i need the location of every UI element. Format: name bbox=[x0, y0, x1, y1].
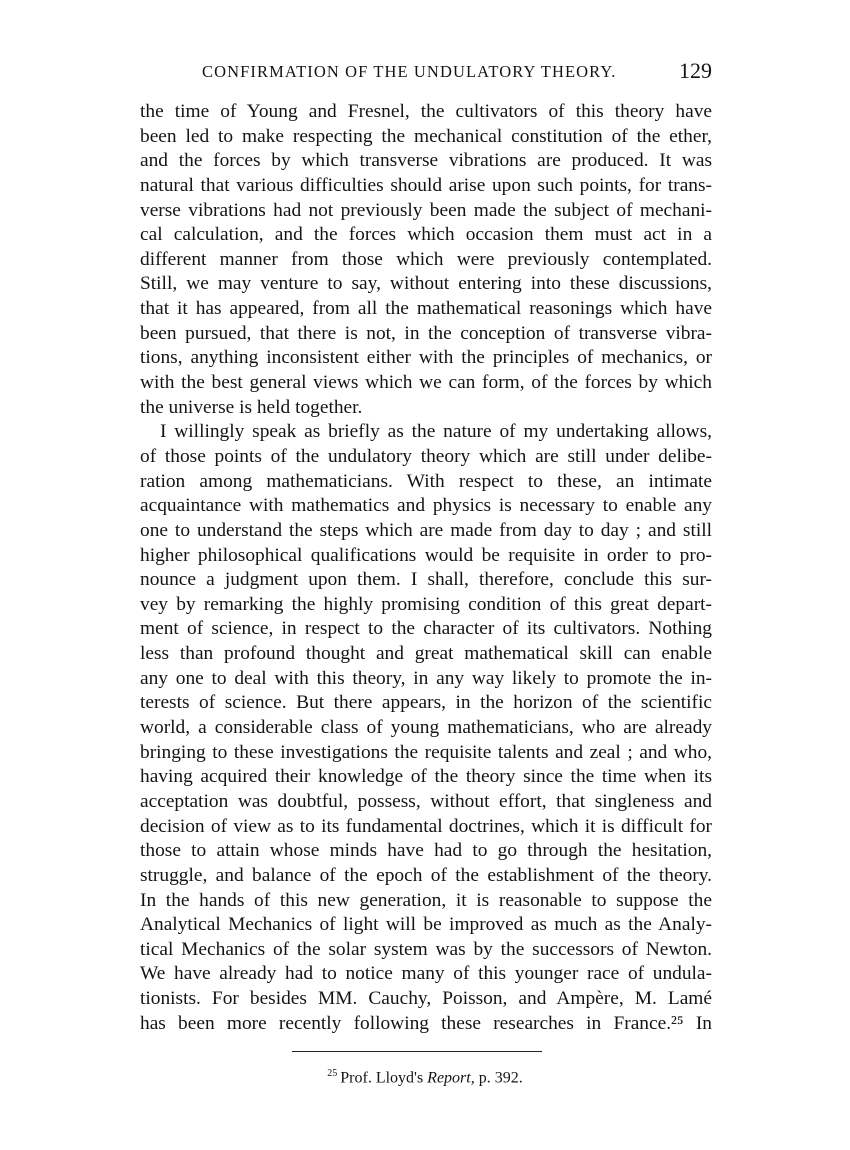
text-line: been led to make respecting the mechanical constitution of the ether, bbox=[140, 125, 712, 147]
text-line: any one to deal with this theory, in any way likely to promote the in- bbox=[140, 667, 712, 689]
text-line: natural that various difficulties should arise upon such points, for trans- bbox=[140, 174, 712, 196]
text-line: having acquired their knowledge of the theory since the time when its bbox=[140, 766, 712, 788]
text-line: and the forces by which transverse vibrations are produced. It was bbox=[140, 150, 712, 172]
text-line: Still, we may venture to say, without entering into these discussions, bbox=[140, 273, 712, 295]
text-line: vey by remarking the highly promising condition of this great depart- bbox=[140, 593, 712, 615]
page-number: 129 bbox=[679, 58, 712, 83]
text-line: cal calculation, and the forces which occasion them must act in a bbox=[140, 224, 712, 246]
paragraph bbox=[140, 420, 712, 1036]
running-title: CONFIRMATION OF THE UNDULATORY THEORY. bbox=[202, 62, 617, 81]
text-line: tions, anything inconsistent either with the principles of mechanics, or bbox=[140, 347, 712, 369]
text-line: higher philosophical qualifications would be requisite in order to pro- bbox=[140, 544, 712, 566]
text-line: less than profound thought and great mathematical skill can enable bbox=[140, 643, 712, 665]
footnote-rule bbox=[292, 1051, 542, 1052]
text-line: ment of science, in respect to the character of its cultivators. Nothing bbox=[140, 618, 712, 640]
text-line: I willingly speak as briefly as the nature of my undertaking allows, bbox=[160, 421, 712, 443]
text-line: terests of science. But there appears, in the horizon of the scientific bbox=[140, 692, 712, 714]
text-line: that it has appeared, from all the mathematical reasonings which have bbox=[140, 298, 712, 320]
text-line: those to attain whose minds have had to go through the hesitation, bbox=[140, 840, 712, 862]
text-line: bringing to these investigations the requisite talents and zeal ; and who, bbox=[140, 741, 712, 763]
text-line: acceptation was doubtful, possess, without effort, that singleness and bbox=[140, 790, 712, 812]
text-line: We have already had to notice many of this younger race of undula- bbox=[140, 963, 712, 985]
text-line: has been more recently following these researches in France.²⁵ In bbox=[140, 1012, 712, 1034]
text-line: decision of view as to its fundamental doctrines, which it is difficult for bbox=[140, 815, 712, 837]
footnote-prefix: Prof. Lloyd's bbox=[340, 1069, 424, 1087]
text-line: ration among mathematicians. With respect to these, an intimate bbox=[140, 470, 712, 492]
text-line: of those points of the undulatory theory which are still under delibe- bbox=[140, 445, 712, 467]
text-line: verse vibrations had not previously been made the subject of mechani- bbox=[140, 199, 712, 221]
text-line: Analytical Mechanics of light will be improved as much as the Analy- bbox=[140, 914, 712, 936]
paragraph bbox=[140, 100, 712, 420]
body-text bbox=[140, 100, 712, 1036]
text-line: In the hands of this new generation, it is reasonable to suppose the bbox=[140, 889, 712, 911]
text-line: one to understand the steps which are made from day to day ; and still bbox=[140, 519, 712, 541]
text-line: with the best general views which we can form, of the forces by which bbox=[140, 372, 712, 394]
text-line: the time of Young and Fresnel, the cultivators of this theory have bbox=[140, 101, 712, 122]
text-line: tionists. For besides MM. Cauchy, Poisson, and Ampère, M. Lamé bbox=[140, 988, 712, 1010]
footnote-page-ref: p. 392. bbox=[478, 1069, 523, 1087]
text-line: tical Mechanics of the solar system was by the successors of Newton. bbox=[140, 938, 712, 960]
text-line: been pursued, that there is not, in the conception of transverse vibra- bbox=[140, 322, 712, 344]
text-line: different manner from those which were previously contemplated. bbox=[140, 248, 712, 270]
text-line: the universe is held together. bbox=[140, 396, 363, 418]
text-line: nounce a judgment upon them. I shall, therefore, conclude this sur- bbox=[140, 569, 712, 591]
text-line: acquaintance with mathematics and physics is necessary to enable any bbox=[140, 495, 712, 517]
footnote-report-title: Report, bbox=[427, 1069, 475, 1087]
running-header bbox=[140, 58, 712, 86]
footnote bbox=[0, 1068, 850, 1087]
footnote-marker: 25 bbox=[327, 1068, 338, 1079]
text-line: struggle, and balance of the epoch of the establishment of the theory. bbox=[140, 864, 712, 886]
text-line: world, a considerable class of young mathematicians, who are already bbox=[140, 717, 712, 739]
